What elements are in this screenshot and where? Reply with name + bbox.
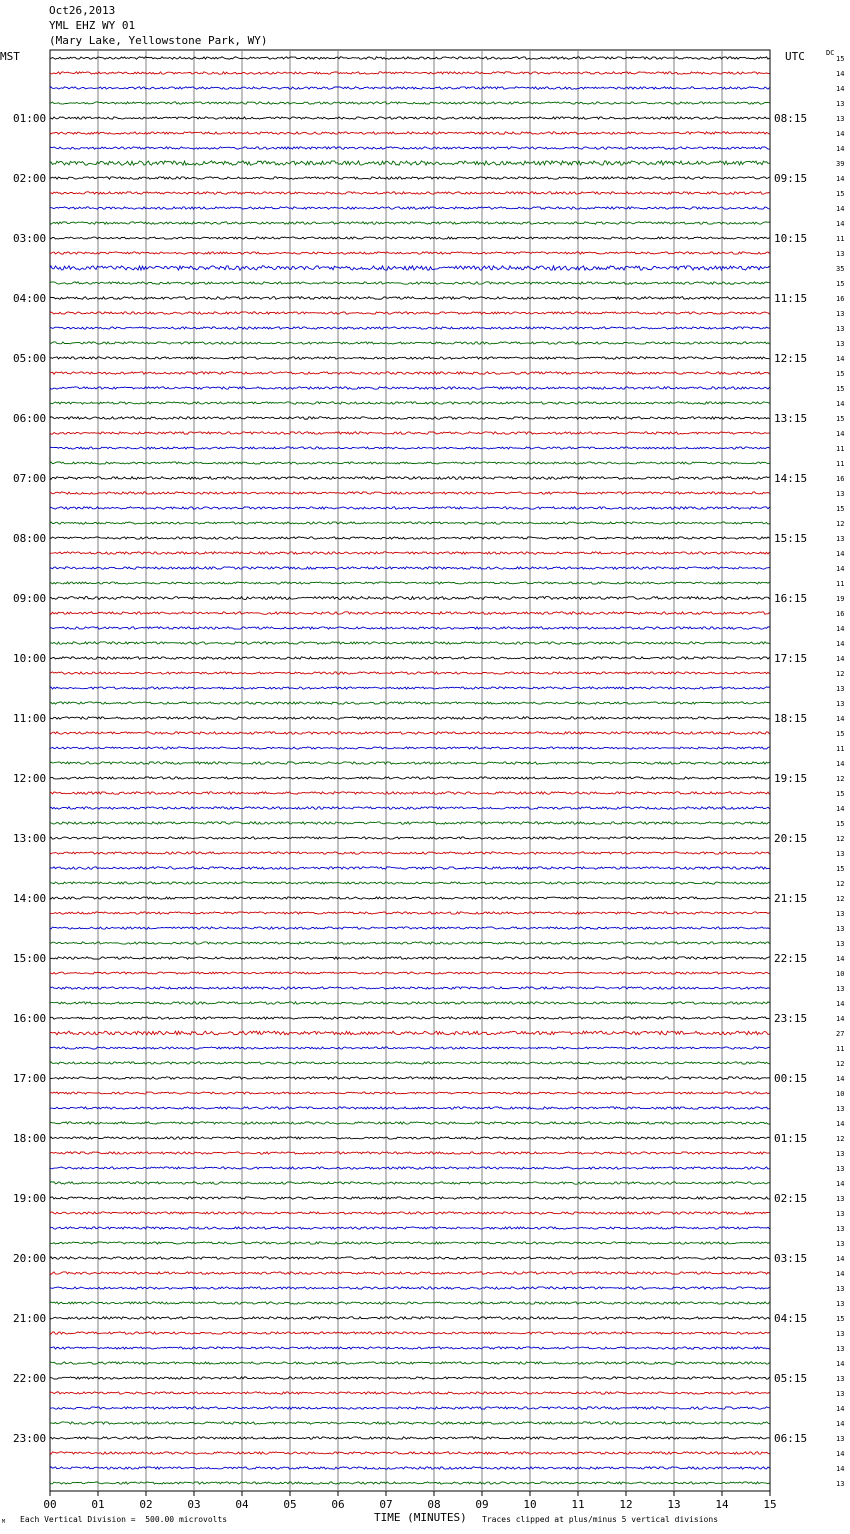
seismic-trace	[50, 672, 770, 674]
dc-offset-value: 13	[836, 1390, 845, 1398]
dc-offset-value: 15	[836, 865, 845, 873]
mst-hour-label: 03:00	[13, 232, 47, 245]
seismic-trace	[50, 1257, 770, 1259]
dc-offset-value: 14	[836, 1465, 845, 1473]
seismic-trace	[50, 432, 770, 434]
dc-offset-value: 12	[836, 835, 845, 843]
seismic-trace	[50, 702, 770, 704]
dc-offset-value: 14	[836, 550, 845, 558]
utc-hour-label: 19:15	[774, 772, 808, 785]
seismic-trace	[50, 1302, 770, 1304]
seismic-trace	[50, 942, 770, 944]
seismic-trace	[50, 1092, 770, 1094]
mst-hour-label: 16:00	[13, 1012, 47, 1025]
dc-offset-value: 13	[836, 1150, 845, 1158]
dc-offset-value: 14	[836, 625, 845, 633]
seismic-trace	[50, 477, 770, 480]
seismic-trace	[50, 597, 770, 600]
seismic-trace	[50, 957, 770, 959]
mst-hour-label: 11:00	[13, 712, 47, 725]
seismic-trace	[50, 1212, 770, 1214]
dc-offset-value: 14	[836, 1000, 845, 1008]
x-tick-label: 09	[475, 1498, 489, 1511]
mst-hour-label: 14:00	[13, 892, 47, 905]
dc-offset-value: 13	[836, 340, 845, 348]
dc-offset-value: 12	[836, 670, 845, 678]
seismic-trace	[50, 192, 770, 194]
utc-hour-label: 02:15	[774, 1192, 808, 1205]
x-tick-label: 10	[523, 1498, 537, 1511]
dc-offset-value: 14	[836, 1270, 845, 1278]
dc-offset-value: 12	[836, 1060, 845, 1068]
x-tick-label: 12	[619, 1498, 633, 1511]
seismic-trace	[50, 1242, 770, 1244]
seismic-trace	[50, 912, 770, 914]
mst-hour-label: 05:00	[13, 352, 47, 365]
seismic-trace	[50, 447, 770, 449]
seismic-trace	[50, 1347, 770, 1349]
seismic-trace	[50, 1137, 770, 1139]
seismic-trace	[50, 987, 770, 989]
seismic-trace	[50, 387, 770, 389]
seismic-trace	[50, 1197, 770, 1199]
seismic-trace	[50, 462, 770, 464]
seismic-trace	[50, 897, 770, 899]
seismic-trace	[50, 852, 770, 854]
utc-hour-label: 17:15	[774, 652, 808, 665]
dc-offset-value: 13	[836, 910, 845, 918]
dc-offset-value: 15	[836, 820, 845, 828]
seismic-trace	[50, 822, 770, 824]
seismic-trace	[50, 1392, 770, 1394]
seismic-trace	[50, 1152, 770, 1154]
mst-hour-label: 21:00	[13, 1312, 47, 1325]
utc-hour-label: 18:15	[774, 712, 808, 725]
dc-offset-value: 13	[836, 1165, 845, 1173]
seismic-trace	[50, 627, 770, 629]
seismic-trace	[50, 102, 770, 104]
utc-hour-label: 12:15	[774, 352, 808, 365]
dc-offset-value: 14	[836, 1405, 845, 1413]
seismic-trace	[50, 72, 770, 74]
dc-offset-value: 14	[836, 760, 845, 768]
utc-hour-label: 09:15	[774, 172, 808, 185]
dc-offset-value: 13	[836, 1435, 845, 1443]
dc-offset-value: 13	[836, 1375, 845, 1383]
dc-offset-value: 13	[836, 325, 845, 333]
utc-hour-label: 04:15	[774, 1312, 808, 1325]
dc-offset-value: 14	[836, 1450, 845, 1458]
x-tick-label: 01	[91, 1498, 105, 1511]
mst-hour-label: 22:00	[13, 1372, 47, 1385]
x-tick-label: 05	[283, 1498, 297, 1511]
dc-offset-value: 14	[836, 1075, 845, 1083]
seismic-trace	[50, 1167, 770, 1169]
dc-offset-value: 13	[836, 685, 845, 693]
seismic-trace	[50, 1377, 770, 1379]
seismic-trace	[50, 612, 770, 615]
dc-offset-value: 14	[836, 355, 845, 363]
dc-offset-value: 15	[836, 55, 845, 63]
dc-offset-value: 11	[836, 745, 845, 753]
seismic-trace	[50, 657, 770, 659]
dc-offset-value: 15	[836, 505, 845, 513]
utc-hour-label: 03:15	[774, 1252, 808, 1265]
dc-offset-value: 13	[836, 1285, 845, 1293]
dc-offset-value: 14	[836, 145, 845, 153]
seismic-trace	[50, 927, 770, 929]
seismic-trace	[50, 1332, 770, 1334]
seismic-trace	[50, 1002, 770, 1004]
mst-hour-label: 09:00	[13, 592, 47, 605]
x-tick-label: 00	[43, 1498, 57, 1511]
dc-offset-value: 13	[836, 1330, 845, 1338]
seismic-trace	[50, 717, 770, 719]
utc-hour-label: 20:15	[774, 832, 808, 845]
utc-hour-label: 23:15	[774, 1012, 808, 1025]
seismic-trace	[50, 177, 770, 179]
seismic-trace	[50, 492, 770, 494]
dc-offset-value: 13	[836, 1195, 845, 1203]
dc-offset-value: 13	[836, 1105, 845, 1113]
dc-offset-value: 15	[836, 1315, 845, 1323]
dc-offset-value: 16	[836, 475, 845, 483]
seismic-trace	[50, 552, 770, 554]
dc-offset-value: 13	[836, 115, 845, 123]
dc-offset-value: 12	[836, 775, 845, 783]
mst-hour-label: 07:00	[13, 472, 47, 485]
mst-hour-label: 12:00	[13, 772, 47, 785]
seismic-trace	[50, 1077, 770, 1079]
utc-hour-label: 01:15	[774, 1132, 808, 1145]
seismic-trace	[50, 837, 770, 839]
seismic-trace	[50, 342, 770, 344]
right-timezone-label: UTC	[785, 50, 805, 63]
station-location: (Mary Lake, Yellowstone Park, WY)	[49, 34, 268, 47]
seismic-trace	[50, 1482, 770, 1484]
seismic-trace	[50, 147, 770, 149]
dc-offset-value: 11	[836, 1045, 845, 1053]
dc-offset-value: 12	[836, 1135, 845, 1143]
seismic-trace	[50, 252, 770, 254]
seismic-trace	[50, 312, 770, 314]
dc-offset-value: 13	[836, 940, 845, 948]
seismic-trace	[50, 282, 770, 284]
utc-hour-label: 21:15	[774, 892, 808, 905]
utc-hour-label: 22:15	[774, 952, 808, 965]
seismic-trace	[50, 327, 770, 329]
dc-offset-value: 13	[836, 1210, 845, 1218]
seismic-trace	[50, 161, 770, 165]
dc-offset-value: 11	[836, 580, 845, 588]
x-tick-label: 11	[571, 1498, 585, 1511]
dc-offset-header: DC	[826, 49, 835, 57]
mst-hour-label: 18:00	[13, 1132, 47, 1145]
seismic-trace	[50, 522, 770, 524]
seismic-trace	[50, 687, 770, 689]
seismic-trace	[50, 762, 770, 764]
station-code: YML EHZ WY 01	[49, 19, 136, 32]
x-tick-label: 02	[139, 1498, 153, 1511]
dc-offset-value: 11	[836, 460, 845, 468]
seismic-trace	[50, 882, 770, 884]
utc-hour-label: 08:15	[774, 112, 808, 125]
utc-hour-label: 10:15	[774, 232, 808, 245]
seismic-trace	[50, 117, 770, 119]
seismic-trace	[50, 972, 770, 974]
x-tick-label: 07	[379, 1498, 393, 1511]
utc-hour-label: 05:15	[774, 1372, 808, 1385]
seismic-trace	[50, 417, 770, 419]
utc-hour-label: 11:15	[774, 292, 808, 305]
dc-offset-value: 13	[836, 700, 845, 708]
dc-offset-value: 14	[836, 805, 845, 813]
mst-hour-label: 15:00	[13, 952, 47, 965]
seismic-trace	[50, 266, 770, 270]
mst-hour-label: 13:00	[13, 832, 47, 845]
dc-offset-value: 14	[836, 430, 845, 438]
seismic-trace	[50, 237, 770, 239]
clip-note: Traces clipped at plus/minus 5 vertical divisions	[482, 1515, 719, 1524]
dc-offset-value: 10	[836, 1090, 845, 1098]
utc-hour-label: 15:15	[774, 532, 808, 545]
scale-note: Each Vertical Division = 500.00 microvolts	[20, 1515, 228, 1524]
dc-offset-value: 13	[836, 100, 845, 108]
seismic-trace	[50, 57, 770, 59]
seismic-trace	[50, 207, 770, 209]
dc-offset-value: 27	[836, 1030, 845, 1038]
x-tick-label: 03	[187, 1498, 201, 1511]
dc-offset-value: 14	[836, 85, 845, 93]
seismic-trace	[50, 1422, 770, 1424]
dc-offset-value: 15	[836, 790, 845, 798]
dc-offset-value: 15	[836, 370, 845, 378]
seismic-trace	[50, 1017, 770, 1019]
seismic-trace	[50, 1107, 770, 1109]
mst-hour-label: 10:00	[13, 652, 47, 665]
dc-offset-value: 12	[836, 880, 845, 888]
dc-offset-value: 16	[836, 295, 845, 303]
seismic-trace	[50, 747, 770, 749]
seismic-trace	[50, 1437, 770, 1439]
seismic-trace	[50, 642, 770, 644]
mst-hour-label: 01:00	[13, 112, 47, 125]
record-date: Oct26,2013	[49, 4, 116, 17]
dc-offset-value: 14	[836, 1015, 845, 1023]
dc-offset-value: 13	[836, 535, 845, 543]
dc-offset-value: 39	[836, 160, 845, 168]
seismic-trace	[50, 1047, 770, 1049]
seismic-trace	[50, 1182, 770, 1184]
dc-offset-value: 14	[836, 1360, 845, 1368]
seismic-trace	[50, 867, 770, 869]
utc-hour-label: 00:15	[774, 1072, 808, 1085]
dc-offset-value: 16	[836, 610, 845, 618]
dc-offset-value: 13	[836, 490, 845, 498]
x-tick-label: 08	[427, 1498, 441, 1511]
seismic-trace	[50, 1317, 770, 1319]
seismic-trace	[50, 222, 770, 224]
seismic-trace	[50, 1287, 770, 1289]
dc-offset-value: 13	[836, 1345, 845, 1353]
mst-hour-label: 06:00	[13, 412, 47, 425]
utc-hour-label: 13:15	[774, 412, 808, 425]
dc-offset-value: 14	[836, 400, 845, 408]
mst-hour-label: 08:00	[13, 532, 47, 545]
seismic-trace	[50, 297, 770, 300]
dc-offset-value: 12	[836, 895, 845, 903]
dc-offset-value: 14	[836, 1120, 845, 1128]
x-tick-label: 13	[667, 1498, 681, 1511]
mst-hour-label: 02:00	[13, 172, 47, 185]
mst-hour-label: 23:00	[13, 1432, 47, 1445]
dc-offset-value: 13	[836, 985, 845, 993]
dc-offset-value: 13	[836, 1300, 845, 1308]
dc-offset-value: 13	[836, 925, 845, 933]
dc-offset-value: 14	[836, 175, 845, 183]
seismic-trace	[50, 582, 770, 584]
seismic-trace	[50, 1362, 770, 1364]
seismic-trace	[50, 792, 770, 794]
dc-offset-value: 15	[836, 415, 845, 423]
seismic-trace	[50, 1122, 770, 1124]
seismic-trace	[50, 567, 770, 569]
dc-offset-value: 13	[836, 1225, 845, 1233]
dc-offset-value: 15	[836, 190, 845, 198]
left-timezone-label: MST	[0, 50, 20, 63]
x-axis-title: TIME (MINUTES)	[374, 1511, 467, 1524]
utc-hour-label: 16:15	[774, 592, 808, 605]
dc-offset-value: 13	[836, 850, 845, 858]
seismic-trace	[50, 807, 770, 809]
dc-offset-value: 12	[836, 520, 845, 528]
seismic-trace	[50, 87, 770, 89]
seismic-trace	[50, 1062, 770, 1064]
corner-mark: M	[2, 1519, 6, 1525]
mst-hour-label: 04:00	[13, 292, 47, 305]
dc-offset-value: 13	[836, 250, 845, 258]
dc-offset-value: 19	[836, 595, 845, 603]
dc-offset-value: 14	[836, 70, 845, 78]
dc-offset-value: 35	[836, 265, 845, 273]
seismic-trace	[50, 1272, 770, 1274]
seismic-trace	[50, 537, 770, 539]
dc-offset-value: 13	[836, 1480, 845, 1488]
seismic-trace	[50, 1452, 770, 1454]
seismic-trace	[50, 1467, 770, 1469]
seismic-trace	[50, 357, 770, 359]
x-tick-label: 06	[331, 1498, 345, 1511]
dc-offset-value: 14	[836, 1180, 845, 1188]
mst-hour-label: 17:00	[13, 1072, 47, 1085]
dc-offset-value: 14	[836, 655, 845, 663]
dc-offset-value: 13	[836, 1240, 845, 1248]
seismic-trace	[50, 1407, 770, 1409]
dc-offset-value: 14	[836, 715, 845, 723]
seismic-trace	[50, 507, 770, 509]
seismic-trace	[50, 1031, 770, 1035]
seismic-trace	[50, 372, 770, 374]
utc-hour-label: 14:15	[774, 472, 808, 485]
seismic-trace	[50, 132, 770, 134]
x-tick-label: 04	[235, 1498, 249, 1511]
dc-offset-value: 10	[836, 970, 845, 978]
dc-offset-value: 14	[836, 130, 845, 138]
seismic-trace	[50, 402, 770, 404]
mst-hour-label: 19:00	[13, 1192, 47, 1205]
seismic-trace	[50, 732, 770, 734]
dc-offset-value: 11	[836, 235, 845, 243]
dc-offset-value: 14	[836, 955, 845, 963]
dc-offset-value: 14	[836, 220, 845, 228]
x-tick-label: 15	[763, 1498, 777, 1511]
x-tick-label: 14	[715, 1498, 729, 1511]
dc-offset-value: 14	[836, 1255, 845, 1263]
utc-hour-label: 06:15	[774, 1432, 808, 1445]
dc-offset-value: 15	[836, 280, 845, 288]
dc-offset-value: 14	[836, 640, 845, 648]
dc-offset-value: 15	[836, 385, 845, 393]
dc-offset-value: 11	[836, 445, 845, 453]
mst-hour-label: 20:00	[13, 1252, 47, 1265]
seismic-trace	[50, 1227, 770, 1229]
dc-offset-value: 14	[836, 205, 845, 213]
dc-offset-value: 13	[836, 310, 845, 318]
seismic-trace	[50, 777, 770, 779]
dc-offset-value: 14	[836, 565, 845, 573]
dc-offset-value: 14	[836, 1420, 845, 1428]
dc-offset-value: 15	[836, 730, 845, 738]
